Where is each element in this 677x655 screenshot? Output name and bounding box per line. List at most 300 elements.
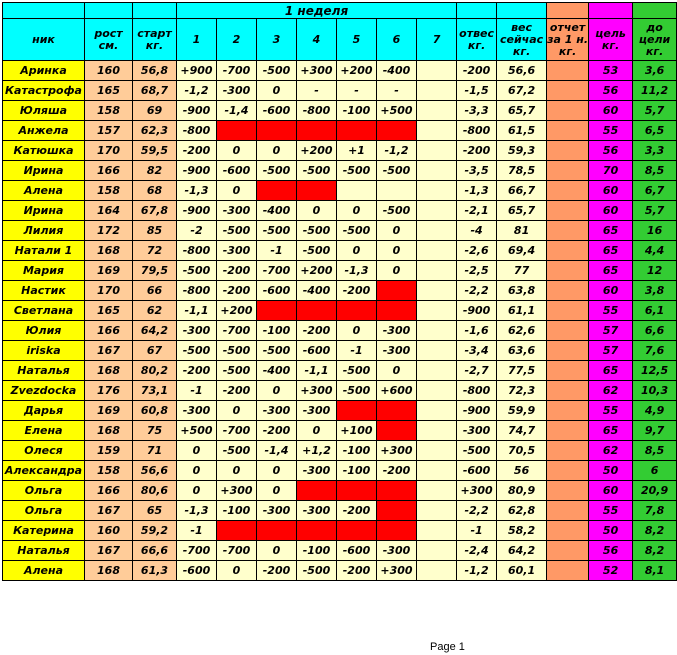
- nick-cell: Александра: [3, 461, 85, 481]
- day-cell: -1,1: [177, 301, 217, 321]
- table-row: [3, 301, 677, 321]
- table-row: [3, 161, 677, 181]
- height-cell: 170: [85, 141, 133, 161]
- day-cell: [417, 561, 457, 581]
- day-cell: -200: [337, 561, 377, 581]
- start-weight-cell: 72: [133, 241, 177, 261]
- day-cell: -400: [257, 361, 297, 381]
- height-cell: 160: [85, 521, 133, 541]
- goal-cell: 62: [589, 381, 633, 401]
- day-cell: -300: [297, 461, 337, 481]
- day-cell: [257, 181, 297, 201]
- day-cell: -1,3: [177, 181, 217, 201]
- table-row: [3, 421, 677, 441]
- day-cell: -800: [297, 101, 337, 121]
- to-goal-cell: 3,3: [633, 141, 677, 161]
- drop-cell: -800: [457, 381, 497, 401]
- nick-cell: Ирина: [3, 201, 85, 221]
- height-cell: 159: [85, 441, 133, 461]
- height-cell: 160: [85, 61, 133, 81]
- to-goal-cell: 4,9: [633, 401, 677, 421]
- day-cell: +500: [377, 101, 417, 121]
- drop-cell: -1,6: [457, 321, 497, 341]
- report-cell: [547, 461, 589, 481]
- report-cell: [547, 101, 589, 121]
- day-cell: -100: [337, 101, 377, 121]
- week-title: 1 неделя: [177, 3, 457, 19]
- table-row: [3, 81, 677, 101]
- day-cell: -400: [297, 281, 337, 301]
- drop-cell: -200: [457, 141, 497, 161]
- report-cell: [547, 501, 589, 521]
- day-cell: -700: [217, 321, 257, 341]
- day-cell: [257, 121, 297, 141]
- col-day-header: 4: [297, 19, 337, 61]
- goal-cell: 60: [589, 481, 633, 501]
- goal-cell: 55: [589, 121, 633, 141]
- start-weight-cell: 56,8: [133, 61, 177, 81]
- start-weight-cell: 80,6: [133, 481, 177, 501]
- to-goal-cell: 5,7: [633, 201, 677, 221]
- day-cell: -300: [217, 201, 257, 221]
- nick-cell: Юляша: [3, 101, 85, 121]
- height-cell: 168: [85, 421, 133, 441]
- report-cell: [547, 241, 589, 261]
- drop-cell: -900: [457, 401, 497, 421]
- day-cell: +200: [297, 261, 337, 281]
- to-goal-cell: 6,6: [633, 321, 677, 341]
- day-cell: +300: [377, 441, 417, 461]
- report-cell: [547, 381, 589, 401]
- nick-cell: Мария: [3, 261, 85, 281]
- day-cell: 0: [377, 361, 417, 381]
- drop-cell: -900: [457, 301, 497, 321]
- day-cell: 0: [217, 401, 257, 421]
- day-cell: [417, 501, 457, 521]
- weight-now-cell: 69,4: [497, 241, 547, 261]
- nick-cell: Анжела: [3, 121, 85, 141]
- day-cell: -200: [297, 321, 337, 341]
- weight-now-cell: 77: [497, 261, 547, 281]
- day-cell: -200: [257, 561, 297, 581]
- day-cell: -500: [337, 161, 377, 181]
- goal-cell: 55: [589, 401, 633, 421]
- day-cell: -1,4: [257, 441, 297, 461]
- report-cell: [547, 341, 589, 361]
- table-row: [3, 221, 677, 241]
- to-goal-cell: 8,5: [633, 441, 677, 461]
- goal-cell: 65: [589, 261, 633, 281]
- day-cell: [417, 481, 457, 501]
- day-cell: -500: [257, 61, 297, 81]
- start-weight-cell: 66,6: [133, 541, 177, 561]
- day-cell: [417, 441, 457, 461]
- day-cell: 0: [337, 201, 377, 221]
- day-cell: -200: [177, 141, 217, 161]
- height-cell: 158: [85, 181, 133, 201]
- day-cell: 0: [377, 221, 417, 241]
- header-blank: [85, 3, 133, 19]
- drop-cell: -500: [457, 441, 497, 461]
- report-cell: [547, 481, 589, 501]
- day-cell: [417, 541, 457, 561]
- to-goal-cell: 20,9: [633, 481, 677, 501]
- day-cell: +200: [337, 61, 377, 81]
- report-cell: [547, 541, 589, 561]
- weight-table: [2, 2, 677, 581]
- day-cell: [377, 421, 417, 441]
- weight-now-cell: 62,8: [497, 501, 547, 521]
- start-weight-cell: 60,8: [133, 401, 177, 421]
- start-weight-cell: 68: [133, 181, 177, 201]
- day-cell: [377, 521, 417, 541]
- report-cell: [547, 521, 589, 541]
- day-cell: -200: [177, 361, 217, 381]
- nick-cell: Настик: [3, 281, 85, 301]
- height-cell: 169: [85, 401, 133, 421]
- start-weight-cell: 82: [133, 161, 177, 181]
- header-row-columns: [3, 19, 677, 61]
- day-cell: [297, 121, 337, 141]
- day-cell: -500: [297, 161, 337, 181]
- header-blank: [633, 3, 677, 19]
- start-weight-cell: 67,8: [133, 201, 177, 221]
- start-weight-cell: 61,3: [133, 561, 177, 581]
- day-cell: -300: [297, 501, 337, 521]
- drop-cell: -800: [457, 121, 497, 141]
- weight-now-cell: 64,2: [497, 541, 547, 561]
- day-cell: -300: [377, 321, 417, 341]
- day-cell: -500: [217, 341, 257, 361]
- height-cell: 166: [85, 481, 133, 501]
- day-cell: +500: [177, 421, 217, 441]
- day-cell: [377, 401, 417, 421]
- header-blank: [3, 3, 85, 19]
- weight-now-cell: 72,3: [497, 381, 547, 401]
- day-cell: [377, 121, 417, 141]
- header-row-week: [3, 3, 677, 19]
- nick-cell: Натали 1: [3, 241, 85, 261]
- nick-cell: Лилия: [3, 221, 85, 241]
- day-cell: [337, 301, 377, 321]
- day-cell: +300: [377, 561, 417, 581]
- drop-cell: -2,6: [457, 241, 497, 261]
- drop-cell: -600: [457, 461, 497, 481]
- weight-now-cell: 61,1: [497, 301, 547, 321]
- goal-cell: 57: [589, 321, 633, 341]
- weight-now-cell: 81: [497, 221, 547, 241]
- day-cell: -500: [377, 201, 417, 221]
- weight-now-cell: 67,2: [497, 81, 547, 101]
- to-goal-cell: 7,8: [633, 501, 677, 521]
- day-cell: [417, 401, 457, 421]
- nick-cell: Катюшка: [3, 141, 85, 161]
- day-cell: -900: [177, 201, 217, 221]
- day-cell: 0: [217, 561, 257, 581]
- table-row: [3, 101, 677, 121]
- header-blank: [547, 3, 589, 19]
- nick-cell: Ирина: [3, 161, 85, 181]
- start-weight-cell: 66: [133, 281, 177, 301]
- day-cell: -2: [177, 221, 217, 241]
- weight-now-cell: 65,7: [497, 101, 547, 121]
- day-cell: -300: [377, 541, 417, 561]
- table-row: [3, 341, 677, 361]
- day-cell: -500: [297, 241, 337, 261]
- to-goal-cell: 6,7: [633, 181, 677, 201]
- day-cell: -500: [217, 441, 257, 461]
- day-cell: -200: [337, 501, 377, 521]
- weight-now-cell: 60,1: [497, 561, 547, 581]
- day-cell: -500: [337, 221, 377, 241]
- day-cell: [297, 521, 337, 541]
- day-cell: [417, 61, 457, 81]
- day-cell: [417, 361, 457, 381]
- day-cell: -1,2: [177, 81, 217, 101]
- day-cell: -200: [217, 261, 257, 281]
- day-cell: 0: [257, 141, 297, 161]
- day-cell: [417, 421, 457, 441]
- day-cell: 0: [257, 461, 297, 481]
- to-goal-cell: 8,1: [633, 561, 677, 581]
- day-cell: +900: [177, 61, 217, 81]
- start-weight-cell: 73,1: [133, 381, 177, 401]
- table-row: [3, 501, 677, 521]
- day-cell: [377, 501, 417, 521]
- to-goal-cell: 4,4: [633, 241, 677, 261]
- day-cell: -1,2: [377, 141, 417, 161]
- day-cell: 0: [177, 481, 217, 501]
- drop-cell: -4: [457, 221, 497, 241]
- day-cell: 0: [177, 441, 217, 461]
- day-cell: -1,1: [297, 361, 337, 381]
- start-weight-cell: 64,2: [133, 321, 177, 341]
- goal-cell: 65: [589, 241, 633, 261]
- goal-cell: 70: [589, 161, 633, 181]
- report-cell: [547, 181, 589, 201]
- day-cell: -600: [257, 281, 297, 301]
- col-drop-header: отвес кг.: [457, 19, 497, 61]
- table-row: [3, 541, 677, 561]
- day-cell: [417, 161, 457, 181]
- weight-now-cell: 61,5: [497, 121, 547, 141]
- nick-cell: Дарья: [3, 401, 85, 421]
- day-cell: [377, 281, 417, 301]
- goal-cell: 55: [589, 301, 633, 321]
- nick-cell: Светлана: [3, 301, 85, 321]
- day-cell: -700: [257, 261, 297, 281]
- goal-cell: 56: [589, 541, 633, 561]
- goal-cell: 65: [589, 221, 633, 241]
- height-cell: 167: [85, 341, 133, 361]
- to-goal-cell: 8,2: [633, 521, 677, 541]
- day-cell: [417, 141, 457, 161]
- start-weight-cell: 71: [133, 441, 177, 461]
- report-cell: [547, 321, 589, 341]
- drop-cell: -2,2: [457, 501, 497, 521]
- report-cell: [547, 261, 589, 281]
- day-cell: 0: [257, 481, 297, 501]
- day-cell: -400: [377, 61, 417, 81]
- day-cell: [417, 521, 457, 541]
- day-cell: -300: [177, 321, 217, 341]
- day-cell: [257, 521, 297, 541]
- height-cell: 166: [85, 161, 133, 181]
- day-cell: -500: [297, 221, 337, 241]
- day-cell: 0: [377, 261, 417, 281]
- to-goal-cell: 6: [633, 461, 677, 481]
- report-cell: [547, 441, 589, 461]
- height-cell: 169: [85, 261, 133, 281]
- day-cell: [417, 221, 457, 241]
- day-cell: 0: [217, 461, 257, 481]
- day-cell: -500: [337, 381, 377, 401]
- day-cell: [417, 341, 457, 361]
- day-cell: -1: [177, 521, 217, 541]
- to-goal-cell: 9,7: [633, 421, 677, 441]
- day-cell: 0: [297, 201, 337, 221]
- goal-cell: 60: [589, 101, 633, 121]
- table-row: [3, 181, 677, 201]
- day-cell: 0: [337, 241, 377, 261]
- to-goal-cell: 3,6: [633, 61, 677, 81]
- drop-cell: -2,1: [457, 201, 497, 221]
- table-row: [3, 381, 677, 401]
- height-cell: 165: [85, 301, 133, 321]
- drop-cell: -200: [457, 61, 497, 81]
- table-row: [3, 281, 677, 301]
- day-cell: -300: [257, 501, 297, 521]
- table-row: [3, 201, 677, 221]
- goal-cell: 50: [589, 461, 633, 481]
- table-row: [3, 441, 677, 461]
- day-cell: -600: [337, 541, 377, 561]
- day-cell: -200: [217, 381, 257, 401]
- day-cell: 0: [377, 241, 417, 261]
- to-goal-cell: 6,5: [633, 121, 677, 141]
- to-goal-cell: 16: [633, 221, 677, 241]
- col-weight-now-header: вес сейчас кг.: [497, 19, 547, 61]
- day-cell: -600: [257, 101, 297, 121]
- table-row: [3, 321, 677, 341]
- table-row: [3, 461, 677, 481]
- day-cell: [337, 521, 377, 541]
- height-cell: 170: [85, 281, 133, 301]
- weight-now-cell: 74,7: [497, 421, 547, 441]
- drop-cell: -2,4: [457, 541, 497, 561]
- weight-now-cell: 59,9: [497, 401, 547, 421]
- to-goal-cell: 3,8: [633, 281, 677, 301]
- nick-cell: Катерина: [3, 521, 85, 541]
- col-nick-header: ник: [3, 19, 85, 61]
- header-blank: [457, 3, 497, 19]
- col-day-header: 1: [177, 19, 217, 61]
- report-cell: [547, 281, 589, 301]
- drop-cell: -3,3: [457, 101, 497, 121]
- day-cell: [297, 301, 337, 321]
- day-cell: -500: [177, 261, 217, 281]
- col-goal-header: цель кг.: [589, 19, 633, 61]
- weight-now-cell: 80,9: [497, 481, 547, 501]
- start-weight-cell: 69: [133, 101, 177, 121]
- drop-cell: +300: [457, 481, 497, 501]
- weight-now-cell: 78,5: [497, 161, 547, 181]
- day-cell: -1: [257, 241, 297, 261]
- day-cell: -300: [257, 401, 297, 421]
- col-height-header: рост см.: [85, 19, 133, 61]
- day-cell: -300: [177, 401, 217, 421]
- start-weight-cell: 59,5: [133, 141, 177, 161]
- to-goal-cell: 6,1: [633, 301, 677, 321]
- report-cell: [547, 201, 589, 221]
- nick-cell: Аринка: [3, 61, 85, 81]
- day-cell: -100: [297, 541, 337, 561]
- nick-cell: Елена: [3, 421, 85, 441]
- start-weight-cell: 79,5: [133, 261, 177, 281]
- report-cell: [547, 81, 589, 101]
- goal-cell: 60: [589, 181, 633, 201]
- report-cell: [547, 421, 589, 441]
- to-goal-cell: 12,5: [633, 361, 677, 381]
- day-cell: [417, 261, 457, 281]
- day-cell: -500: [177, 341, 217, 361]
- nick-cell: Наталья: [3, 361, 85, 381]
- height-cell: 168: [85, 561, 133, 581]
- day-cell: [337, 121, 377, 141]
- nick-cell: Zvezdocka: [3, 381, 85, 401]
- table-row: [3, 481, 677, 501]
- drop-cell: -2,7: [457, 361, 497, 381]
- col-start-header: старт кг.: [133, 19, 177, 61]
- nick-cell: Олеся: [3, 441, 85, 461]
- start-weight-cell: 56,6: [133, 461, 177, 481]
- day-cell: -600: [297, 341, 337, 361]
- start-weight-cell: 85: [133, 221, 177, 241]
- height-cell: 158: [85, 101, 133, 121]
- nick-cell: Алена: [3, 181, 85, 201]
- day-cell: 0: [177, 461, 217, 481]
- day-cell: -500: [217, 221, 257, 241]
- day-cell: -800: [177, 121, 217, 141]
- nick-cell: Ольга: [3, 501, 85, 521]
- start-weight-cell: 62: [133, 301, 177, 321]
- weight-now-cell: 66,7: [497, 181, 547, 201]
- weight-now-cell: 65,7: [497, 201, 547, 221]
- height-cell: 165: [85, 81, 133, 101]
- day-cell: -500: [337, 361, 377, 381]
- day-cell: -100: [217, 501, 257, 521]
- table-row: [3, 241, 677, 261]
- day-cell: 0: [217, 141, 257, 161]
- day-cell: [417, 381, 457, 401]
- day-cell: [257, 301, 297, 321]
- day-cell: -500: [257, 221, 297, 241]
- day-cell: -500: [257, 161, 297, 181]
- day-cell: +1,2: [297, 441, 337, 461]
- day-cell: [217, 521, 257, 541]
- day-cell: -: [337, 81, 377, 101]
- day-cell: -900: [177, 161, 217, 181]
- day-cell: [297, 181, 337, 201]
- day-cell: [417, 101, 457, 121]
- day-cell: -200: [217, 281, 257, 301]
- start-weight-cell: 80,2: [133, 361, 177, 381]
- nick-cell: Алена: [3, 561, 85, 581]
- day-cell: [417, 81, 457, 101]
- day-cell: +300: [217, 481, 257, 501]
- day-cell: -700: [217, 541, 257, 561]
- table-row: [3, 401, 677, 421]
